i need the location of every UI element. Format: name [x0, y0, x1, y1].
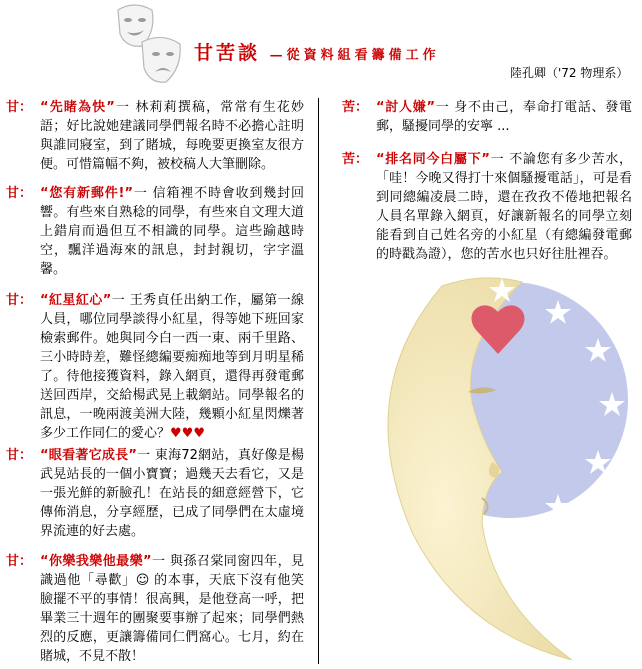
entry-heading: “討人嫌” — [376, 100, 435, 115]
column-divider — [318, 98, 319, 664]
entry-heading: “您有新郵件!” — [40, 186, 134, 201]
moon-illustration — [372, 272, 638, 660]
entry-label: 苦： — [342, 152, 369, 167]
comedy-tragedy-masks-icon — [112, 2, 186, 92]
entry-text: 一 與孫召棠同窗四年，見識過他「尋歡」☺ 的本事，天底下沒有他笑臉擺不平的事情！很高興，是他登高一呼，把畢業三十週年的團聚要事辦了起來；同學們熱烈的反應，更讓籌備同仁們窩心。七月，約在賭城，不見不散！ — [40, 554, 305, 664]
hearts-icon: ♥♥♥ — [170, 426, 205, 441]
entry-label: 甘： — [6, 448, 33, 463]
title-subtitle: —從資料組看籌備工作 — [269, 48, 440, 63]
entry-left-3 — [6, 291, 304, 443]
entry-text: 一 信箱裡不時會收到幾封回響。有些來自熟稔的同學，有些來自文理大道上錯肩而過但互不相識的同學。這些踰越時空，飄洋過海來的訊息，封封親切，字字溫馨。 — [40, 186, 304, 277]
entry-heading: “先睹為快” — [40, 100, 115, 115]
entry-right-1 — [342, 98, 632, 136]
entry-label: 甘： — [6, 554, 33, 569]
entry-heading: “眼看著它成長” — [40, 448, 137, 463]
entry-heading: “你樂我樂他最樂” — [40, 554, 152, 569]
author-line: 陸孔卿（'72 物理系） — [510, 66, 629, 80]
entry-heading: “排名同今白屬下” — [376, 152, 490, 167]
entry-label: 甘： — [6, 100, 33, 115]
entry-text: 一 王秀貞任出納工作，屬第一線人員，哪位同學談得小紅星，得等她下班回家檢索郵件。她與同今白一西一東、兩千里路、三小時時差，難怪總編要痴痴地等到月明星稀了。待他接獲資料，錄入網頁，還得再發電郵送回西岸，交給楊武晃上載網站。同學報名的訊息，一晚兩渡美洲大陸，幾顆小紅星閃爍著多少工作同仁的愛心？ — [40, 293, 304, 441]
entry-label: 苦： — [342, 100, 369, 115]
entry-text: 一 東海72網站，真好像是楊武晃站長的一個小寶寶；過幾天去看它，又是一張光鮮的新臉孔！在站長的細意經營下，它傳佈消息，分享經歷，已成了同學們在太虛境界流連的好去處。 — [40, 448, 304, 539]
entry-text: 一 林莉莉撰稿，常常有生花妙語；好比說她建議同學們報名時不必擔心註明與誰同寢室，到了賭城，每晚要更換室友很方便。可惜篇幅不夠，被校稿人大筆刪除。 — [40, 100, 304, 172]
entry-left-4 — [6, 446, 304, 541]
entry-left-2 — [6, 184, 304, 279]
entry-right-2 — [342, 150, 632, 264]
page-title — [194, 38, 440, 65]
entry-heading: “紅星紅心” — [40, 293, 112, 308]
title-main: 甘苦談 — [194, 42, 261, 64]
entry-label: 甘： — [6, 186, 33, 201]
entry-text: 一 不論您有多少苦水，「哇！今晚又得打十來個騷擾電話」，可是看到同總編凌晨二時，還在孜孜不倦地把報名人員名單錄入網頁，好讓新報名的同學立刻能看到自己姓名旁的小紅星（有總編發電郵的時戳為證），您的苦水也只好往肚裡吞。 — [376, 152, 632, 262]
entry-label: 甘： — [6, 293, 33, 308]
entry-left-5 — [6, 552, 304, 666]
entry-left-1 — [6, 98, 304, 174]
entry-text: 一 身不由己，奉命打電話、發電郵，騷擾同學的安寧 ... — [376, 100, 633, 134]
